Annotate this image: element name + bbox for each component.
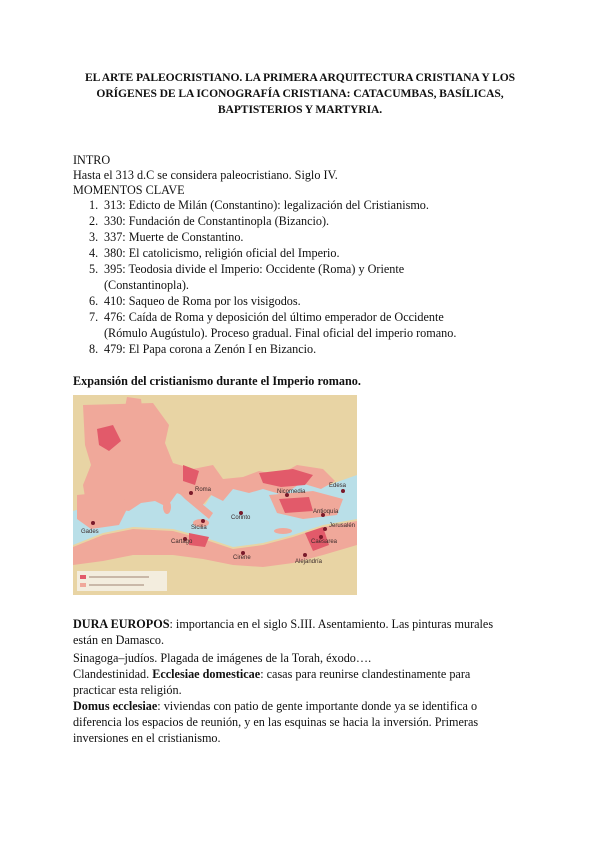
list-item [73,245,456,261]
domus-line-2: diferencia los espacios de reunión, y en las esquinas se hacia la inversión. Primeras [73,715,479,729]
list-item-number: 6. [89,294,99,308]
list-item-text: 337: Muerte de Constantino. [104,230,244,244]
city-dot [189,491,193,495]
document-title [72,70,528,118]
list-item-text: 395: Teodosia divide el Imperio: Occidente (Roma) y Oriente (Constantinopla). [104,262,405,292]
map-heading: Expansión del cristianismo durante el Imperio romano. [73,374,361,388]
domus-term: Domus ecclesiae [73,699,158,713]
map-label: Roma [195,487,212,493]
christian-area [279,497,313,513]
city-dot [91,521,95,525]
legend-swatch [80,575,86,579]
dura-line-3: Sinagoga–judíos. Plagada de imágenes de la Torah, éxodo…. [73,651,372,665]
title-line-1: EL ARTE PALEOCRISTIANO. LA PRIMERA ARQUITECTURA CRISTIANA Y LOS [85,71,515,84]
city-dot [201,519,205,523]
map-label: Cirene [233,555,251,561]
list-item [73,197,456,213]
empire-map-image [73,395,357,595]
list-item [73,229,456,245]
map-label: Edesa [329,483,347,489]
legend-line [89,584,144,586]
moments-list [73,197,456,357]
list-item-number: 5. [89,262,99,276]
title-line-2: ORÍGENES DE LA ICONOGRAFÍA CRISTIANA: CATACUMBAS, BASÍLICAS, [96,87,504,100]
intro-heading: INTRO [73,153,111,167]
map-label: Gades [81,529,99,535]
list-item-number: 3. [89,230,99,244]
list-item-number: 1. [89,198,99,212]
list-item-number: 4. [89,246,99,260]
list-item-text: 313: Edicto de Milán (Constantino): legalización del Cristianismo. [104,198,429,212]
dura-term: DURA EUROPOS [73,617,170,631]
ecclesiae-term: Ecclesiae domesticae [152,667,261,681]
list-item [73,293,456,309]
moments-heading: MOMENTOS CLAVE [73,183,185,197]
list-item [73,261,456,293]
list-item-number: 2. [89,214,99,228]
island [274,528,292,534]
island [163,500,171,514]
list-item [73,341,456,357]
map-legend [77,571,167,591]
ecclesiae-lead: Clandestinidad. [73,667,153,681]
dura-line-2: están en Damasco. [73,633,165,647]
city-dot [303,553,307,557]
ecclesiae-line-2: practicar esta religión. [73,683,182,697]
domus-line-3: inversiones en el cristianismo. [73,731,221,745]
list-item-text: 479: El Papa corona a Zenón I en Bizancio. [104,342,317,356]
title-line-3: BAPTISTERIOS Y MARTYRIA. [217,103,383,116]
dura-line-1 [73,616,533,632]
map-label: Sicilia [191,525,207,531]
list-item-number: 7. [89,310,99,324]
list-item-text: 476: Caída de Roma y deposición del último emperador de Occidente (Rómulo Augústulo). Proceso gradual. Final oficial del imperio romano. [104,310,457,340]
map-label: Alejandría [295,559,323,565]
ecclesiae-line [73,666,533,682]
legend-swatch [80,583,86,587]
legend-line [89,576,149,578]
map-label: Nicomedia [277,489,306,495]
city-dot [341,489,345,493]
map-label: Cartago [171,539,193,545]
list-item [73,309,456,341]
ecclesiae-text: : casas para reunirse clandestinamente para [260,667,471,681]
map-label: Jerusalén [329,523,356,529]
list-item-number: 8. [89,342,99,356]
list-item-text: 410: Saqueo de Roma por los visigodos. [104,294,301,308]
domus-text: : viviendas con patio de gente importante donde ya se identifica o [157,699,478,713]
map-label: Caesarea [311,539,338,545]
list-item-text: 330: Fundación de Constantinopla (Bizancio). [104,214,330,228]
city-dot [323,527,327,531]
list-item-text: 380: El catolicismo, religión oficial del Imperio. [104,246,340,260]
dura-text: : importancia en el siglo S.III. Asentamiento. Las pinturas murales [169,617,494,631]
list-item [73,213,456,229]
map-label: Corinto [231,515,251,521]
intro-text: Hasta el 313 d.C se considera paleocristiano. Siglo IV. [73,168,338,182]
map-label: Antioquía [313,509,339,515]
domus-line [73,698,533,714]
